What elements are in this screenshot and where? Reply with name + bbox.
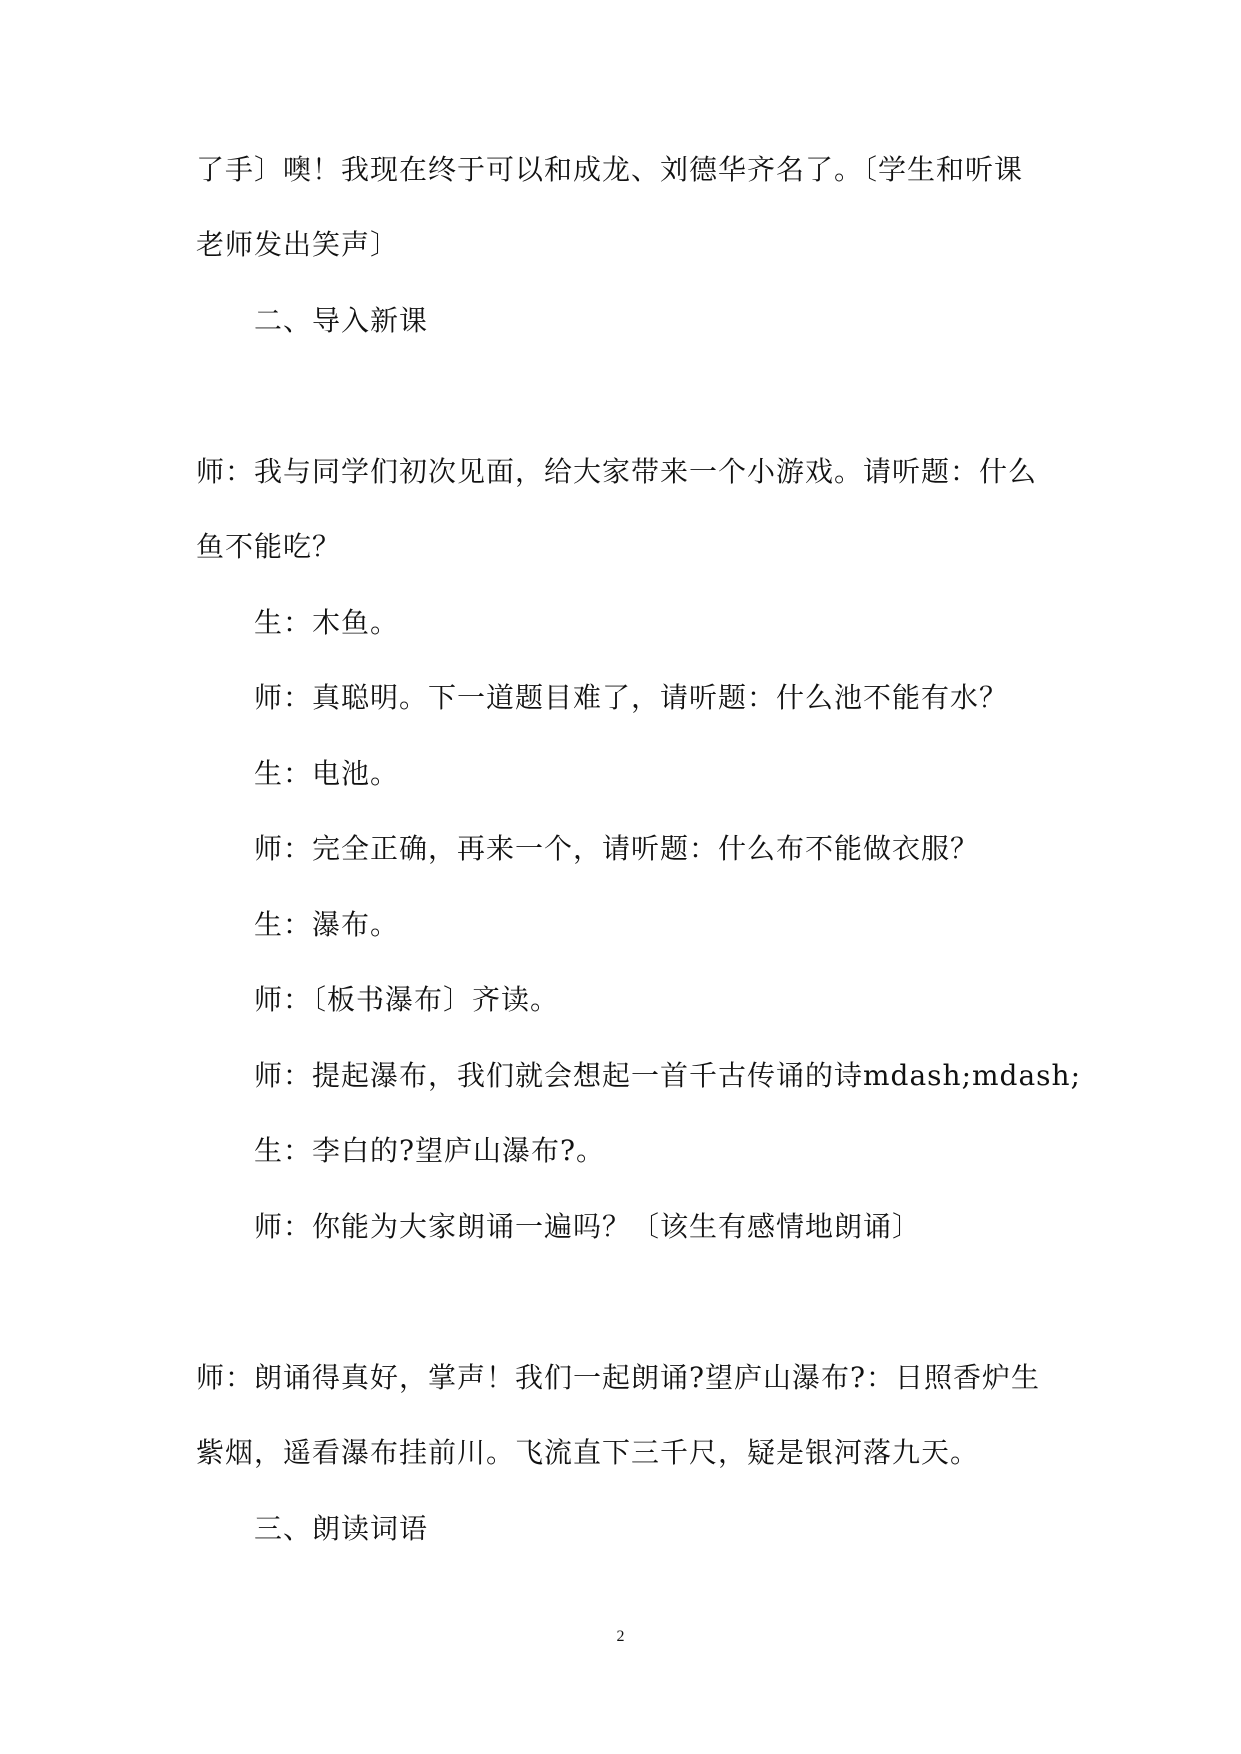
paragraph-line: 师：我与同学们初次见面，给大家带来一个小游戏。请听题：什么 [196,455,1038,488]
dialogue-line: 师：完全正确，再来一个，请听题：什么布不能做衣服？ [254,832,980,865]
paragraph-line: 了手〕噢！我现在终于可以和成龙、刘德华齐名了。〔学生和听课 [196,153,1024,186]
dialogue-line: 生：李白的?望庐山瀑布?。 [254,1134,606,1167]
paragraph-line: 鱼不能吃？ [196,530,342,563]
section-heading: 二、导入新课 [254,304,429,337]
dialogue-line: 师：〔板书瀑布〕齐读。 [254,983,560,1016]
paragraph-line: 师：朗诵得真好，掌声！我们一起朗诵?望庐山瀑布?：日照香炉生 [196,1361,1041,1394]
dialogue-line: 生：瀑布。 [254,908,400,941]
dialogue-line: 师：你能为大家朗诵一遍吗？〔该生有感情地朗诵〕 [254,1210,922,1243]
paragraph-line: 紫烟，遥看瀑布挂前川。飞流直下三千尺，疑是银河落九天。 [196,1436,980,1469]
dialogue-line: 生：电池。 [254,757,400,790]
dialogue-line: 生：木鱼。 [254,606,400,639]
section-heading: 三、朗读词语 [254,1512,429,1545]
page-number: 2 [616,1628,625,1645]
dialogue-line: 师：提起瀑布，我们就会想起一首千古传诵的诗mdash;mdash; [254,1059,1082,1092]
paragraph-line: 老师发出笑声〕 [196,228,400,261]
dialogue-line: 师：真聪明。下一道题目难了，请听题：什么池不能有水？ [254,681,1009,714]
